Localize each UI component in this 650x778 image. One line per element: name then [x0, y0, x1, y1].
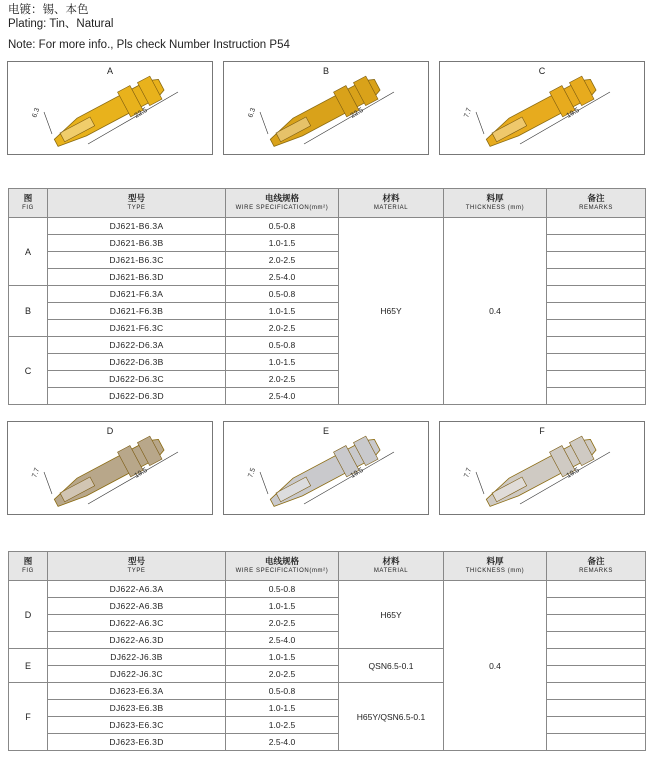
wire-cell: 2.0-2.5: [226, 252, 339, 269]
fig-cell: D: [9, 581, 48, 649]
dimension-length: 19.5: [565, 466, 581, 480]
remarks-cell: [547, 615, 646, 632]
header-wire-cn: 电线规格: [264, 193, 299, 203]
dimension-length: 19.5: [565, 106, 581, 120]
dimension-length: 22.5: [349, 106, 365, 120]
dimension-line: [44, 112, 52, 134]
header-thickness-cn: 料厚: [486, 556, 504, 566]
wire-cell: 2.0-2.5: [226, 615, 339, 632]
header-remarks-cn: 备注: [587, 193, 605, 203]
terminal-panel-f: [439, 421, 645, 515]
header-wire-en: WIRE SPECIFICATION(mm²): [235, 568, 329, 574]
header-wire-en: WIRE SPECIFICATION(mm²): [235, 205, 329, 211]
remarks-cell: [547, 388, 646, 405]
header-type-en: TYPE: [127, 205, 146, 211]
header-wire: [226, 552, 339, 581]
terminal-panel-c: [439, 61, 645, 155]
type-cell: DJ621-B6.3B: [48, 235, 226, 252]
remarks-cell: [547, 371, 646, 388]
spec-table-1: [8, 188, 646, 405]
header-remarks: [547, 552, 646, 581]
type-cell: DJ623-E6.3C: [48, 717, 226, 734]
table-row: [9, 615, 646, 632]
type-cell: DJ623-E6.3B: [48, 700, 226, 717]
material-cell: QSN6.5-0.1: [339, 649, 444, 683]
type-cell: DJ621-B6.3A: [48, 218, 226, 235]
wire-cell: 1.0-1.5: [226, 700, 339, 717]
type-cell: DJ621-B6.3D: [48, 269, 226, 286]
remarks-cell: [547, 734, 646, 751]
wire-cell: 1.0-1.5: [226, 354, 339, 371]
header-material-cn: 材料: [382, 193, 400, 203]
wire-cell: 2.5-4.0: [226, 734, 339, 751]
dimension-line: [476, 112, 484, 134]
remarks-cell: [547, 320, 646, 337]
terminal-panel-b: [223, 61, 429, 155]
remarks-cell: [547, 632, 646, 649]
remarks-cell: [547, 581, 646, 598]
table-row: [9, 581, 646, 598]
material-cell: H65Y: [339, 218, 444, 405]
table-row: [9, 303, 646, 320]
wire-cell: 1.0-1.5: [226, 649, 339, 666]
remarks-cell: [547, 666, 646, 683]
terminal-panel-a: [7, 61, 213, 155]
wire-cell: 2.0-2.5: [226, 666, 339, 683]
header-fig-cn: 图: [23, 556, 33, 566]
wire-cell: 1.0-1.5: [226, 303, 339, 320]
dimension-length: 19.5: [133, 466, 149, 480]
note: Note: For more info., Pls check Number Instruction P54: [8, 39, 290, 51]
dimension-length: 22.5: [133, 106, 149, 120]
remarks-cell: [547, 286, 646, 303]
wire-cell: 2.0-2.5: [226, 320, 339, 337]
fig-cell: E: [9, 649, 48, 683]
remarks-cell: [547, 235, 646, 252]
wire-cell: 2.5-4.0: [226, 632, 339, 649]
remarks-cell: [547, 683, 646, 700]
table-row: [9, 649, 646, 666]
remarks-cell: [547, 598, 646, 615]
remarks-cell: [547, 337, 646, 354]
header-wire: [226, 189, 339, 218]
wire-cell: 1.0-1.5: [226, 598, 339, 615]
wire-cell: 0.5-0.8: [226, 683, 339, 700]
header-thickness-cn: 料厚: [486, 193, 504, 203]
remarks-cell: [547, 269, 646, 286]
header-type: [48, 189, 226, 218]
dimension-width: 7.7: [463, 467, 474, 479]
header-thickness: [444, 189, 547, 218]
remarks-cell: [547, 354, 646, 371]
header-type-cn: 型号: [127, 193, 145, 203]
fig-cell: A: [9, 218, 48, 286]
type-cell: DJ622-D6.3D: [48, 388, 226, 405]
table-row: [9, 320, 646, 337]
plating-en: Plating: Tin、Natural: [8, 18, 114, 30]
dimension-width: 6.3: [247, 107, 258, 119]
header-type-cn: 型号: [127, 556, 145, 566]
type-cell: DJ622-A6.3D: [48, 632, 226, 649]
panel-label: D: [106, 426, 114, 436]
table-row: [9, 734, 646, 751]
dimension-width: 7.5: [247, 467, 258, 479]
dimension-width: 7.7: [463, 107, 474, 119]
dimension-line: [44, 472, 52, 494]
type-cell: DJ622-A6.3A: [48, 581, 226, 598]
fig-cell: F: [9, 683, 48, 751]
header-type-en: TYPE: [127, 568, 146, 574]
header-material: [339, 552, 444, 581]
remarks-cell: [547, 717, 646, 734]
table-row: [9, 683, 646, 700]
table-row: [9, 218, 646, 235]
remarks-cell: [547, 218, 646, 235]
table-row: [9, 388, 646, 405]
panel-label: A: [106, 66, 113, 76]
table-row: [9, 235, 646, 252]
table-row: [9, 598, 646, 615]
type-cell: DJ623-E6.3A: [48, 683, 226, 700]
remarks-cell: [547, 303, 646, 320]
header-wire-cn: 电线规格: [264, 556, 299, 566]
table-header-row: [9, 552, 646, 581]
remarks-cell: [547, 700, 646, 717]
type-cell: DJ621-F6.3C: [48, 320, 226, 337]
wire-cell: 0.5-0.8: [226, 286, 339, 303]
dimension-width: 6.3: [31, 107, 42, 119]
table-row: [9, 632, 646, 649]
header-remarks-en: REMARKS: [579, 568, 613, 574]
material-cell: H65Y: [339, 581, 444, 649]
header-remarks-cn: 备注: [587, 556, 605, 566]
panel-label: C: [538, 66, 546, 76]
table-row: [9, 717, 646, 734]
dimension-line: [260, 472, 268, 494]
type-cell: DJ622-J6.3B: [48, 649, 226, 666]
header-remarks-en: REMARKS: [579, 205, 613, 211]
header-fig-en: FIG: [22, 205, 34, 211]
table-row: [9, 666, 646, 683]
header-thickness-en: THICKNESS (mm): [465, 205, 525, 211]
header-fig: [9, 189, 48, 218]
table-row: [9, 337, 646, 354]
table-row: [9, 354, 646, 371]
dimension-line: [476, 472, 484, 494]
type-cell: DJ621-B6.3C: [48, 252, 226, 269]
type-cell: DJ622-D6.3A: [48, 337, 226, 354]
header-material-en: MATERIAL: [373, 205, 409, 211]
panel-label: E: [322, 426, 329, 436]
type-cell: DJ622-D6.3B: [48, 354, 226, 371]
wire-cell: 0.5-0.8: [226, 337, 339, 354]
header-thickness-en: THICKNESS (mm): [465, 568, 525, 574]
table-row: [9, 269, 646, 286]
dimension-length: 19.5: [349, 466, 365, 480]
fig-cell: B: [9, 286, 48, 337]
spec-table-2: [8, 551, 646, 751]
table-row: [9, 252, 646, 269]
wire-cell: 1.0-2.5: [226, 717, 339, 734]
remarks-cell: [547, 252, 646, 269]
table-row: [9, 371, 646, 388]
table-row: [9, 286, 646, 303]
terminal-panel-e: [223, 421, 429, 515]
type-cell: DJ623-E6.3D: [48, 734, 226, 751]
type-cell: DJ621-F6.3B: [48, 303, 226, 320]
thickness-cell: 0.4: [444, 581, 547, 751]
type-cell: DJ622-A6.3B: [48, 598, 226, 615]
type-cell: DJ622-A6.3C: [48, 615, 226, 632]
header-material-cn: 材料: [382, 556, 400, 566]
panel-label: F: [539, 426, 545, 436]
wire-cell: 0.5-0.8: [226, 218, 339, 235]
terminal-panel-d: [7, 421, 213, 515]
remarks-cell: [547, 649, 646, 666]
type-cell: DJ622-D6.3C: [48, 371, 226, 388]
table-row: [9, 700, 646, 717]
header-fig-cn: 图: [23, 193, 33, 203]
header-material: [339, 189, 444, 218]
table-header-row: [9, 189, 646, 218]
dimension-line: [260, 112, 268, 134]
header-fig: [9, 552, 48, 581]
header-remarks: [547, 189, 646, 218]
dimension-width: 7.7: [31, 467, 42, 479]
wire-cell: 1.0-1.5: [226, 235, 339, 252]
wire-cell: 2.0-2.5: [226, 371, 339, 388]
wire-cell: 0.5-0.8: [226, 581, 339, 598]
wire-cell: 2.5-4.0: [226, 269, 339, 286]
type-cell: DJ621-F6.3A: [48, 286, 226, 303]
type-cell: DJ622-J6.3C: [48, 666, 226, 683]
material-cell: H65Y/QSN6.5-0.1: [339, 683, 444, 751]
wire-cell: 2.5-4.0: [226, 388, 339, 405]
header-fig-en: FIG: [22, 568, 34, 574]
fig-cell: C: [9, 337, 48, 405]
header-thickness: [444, 552, 547, 581]
header-material-en: MATERIAL: [373, 568, 409, 574]
header-type: [48, 552, 226, 581]
thickness-cell: 0.4: [444, 218, 547, 405]
plating-cn: 电镀：锡、本色: [8, 4, 89, 16]
panel-label: B: [322, 66, 329, 76]
